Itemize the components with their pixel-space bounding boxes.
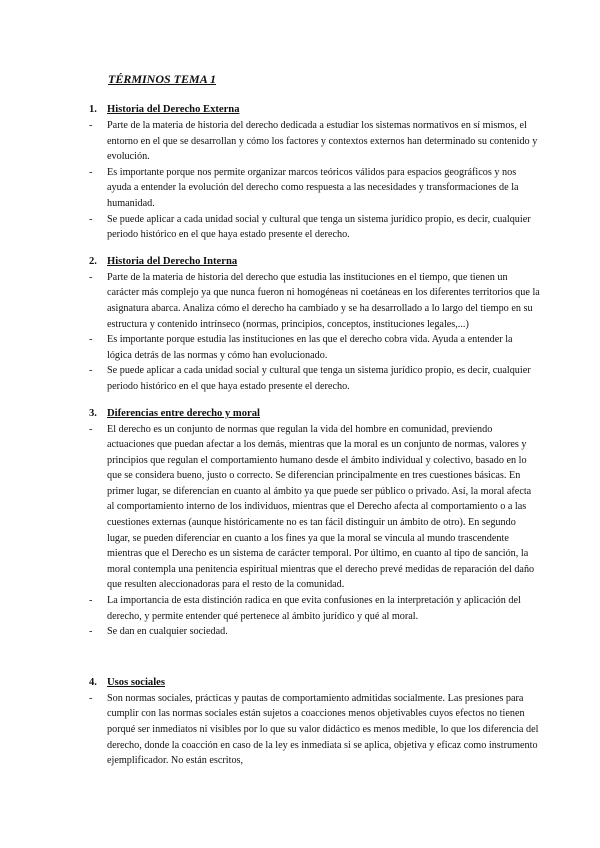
list-item [89, 270, 540, 332]
list-item [89, 624, 540, 640]
bullet-text: Es importante porque nos permite organizar marcos teóricos válidos para espacios geográficos y nos ayuda a entender la evolución del derecho como respuesta a las necesidades y transformaciones de la humanidad. [107, 166, 519, 209]
bullet-list [89, 691, 540, 769]
section-number: 1. [89, 104, 97, 115]
bullet-text: Es importante porque estudia las instituciones en las que el derecho cobra vida. Ayuda a entender la lógica detrás de las normas y cómo han evolucionado. [107, 334, 513, 361]
bullet-marker: - [89, 692, 93, 704]
bullet-marker: - [89, 595, 93, 607]
section-heading [89, 676, 540, 690]
bullet-marker: - [89, 423, 93, 435]
section-title: Usos sociales [107, 676, 165, 688]
section-3 [89, 407, 540, 640]
bullet-text: Parte de la materia de historia del derecho que estudia las instituciones en el tiempo, que tienen un carácter más complejo ya que nunca fueron ni homogéneas ni coetáneas en los diferentes territorios que la asignatura abarca. Analiza cómo el derecho ha cambiado y se ha desarrollado a lo largo del tiempo en su estructura y contenido intrínseco (normas, principios, conceptos, instituciones legales,...) [107, 271, 540, 330]
bullet-marker: - [89, 271, 93, 283]
bullet-marker: - [89, 166, 93, 178]
list-item [89, 593, 540, 624]
bullet-marker: - [89, 626, 93, 638]
section-title: Historia del Derecho Interna [107, 255, 238, 267]
list-item [89, 165, 540, 212]
section-heading [89, 103, 540, 117]
section-number: 4. [89, 676, 97, 688]
bullet-text: La importancia de esta distinción radica en que evita confusiones en la interpretación y aplicación del derecho, y permite entender qué pertenece al ámbito jurídico y qué al moral. [107, 595, 521, 622]
bullet-text: Se dan en cualquier sociedad. [107, 626, 228, 638]
list-item [89, 118, 540, 165]
bullet-list [89, 422, 540, 640]
bullet-marker: - [89, 334, 93, 346]
bullet-text: Parte de la materia de historia del derecho dedicada a estudiar los sistemas normativos en sí mismos, el entorno en el que se desarrollan y cómo los factores y contextos externos han determinado su contenido y evolución. [107, 120, 538, 163]
bullet-text: Son normas sociales, prácticas y pautas de comportamiento admitidas socialmente. Las presiones para cumplir con las normas sociales están sujetos a coacciones menos objetivables cuyos efectos no tienen porqué ser inmediatos ni visibles por lo que su valor didáctico es menos medible, lo que los diferencia del derecho, donde la coacción en caso de la ley es inmediata si se aplica, objetiva y eficaz como instrumento ejemplificador. No están escritos, [107, 692, 539, 767]
bullet-list [89, 118, 540, 243]
bullet-marker: - [89, 365, 93, 377]
list-item [89, 691, 540, 769]
section-title: Diferencias entre derecho y moral [107, 407, 260, 419]
section-title: Historia del Derecho Externa [107, 104, 240, 115]
section-2 [89, 255, 540, 395]
section-number: 3. [89, 407, 97, 419]
bullet-text: Se puede aplicar a cada unidad social y cultural que tenga un sistema jurídico propio, es decir, cualquier periodo histórico en el que haya estado presente el derecho. [107, 213, 531, 241]
section-1 [89, 103, 540, 243]
list-item [89, 363, 540, 394]
section-heading [89, 407, 540, 421]
bullet-text: El derecho es un conjunto de normas que regulan la vida del hombre en comunidad, previendo actuaciones que puedan afectar a los demás, mientras que la moral es un conjunto de normas, valores y principios que regulan el comportamiento humano desde el ámbito individual y colectivo, basado en lo que se considera bueno, justo o correcto. Se diferencian principalmente en tres cuestiones básicas. En primer lugar, se diferencian en cuanto al ámbito ya que puede ser público o privado. Así, la moral afecta al comportamiento interno de los individuos, mientras que el Derecho afecta al comportamiento o a las cuestiones externas (aunque históricamente no es tan fácil distinguir un ámbito de otro). En segundo lugar, se pueden diferenciar en cuanto a los fines ya que la moral se vincula al mundo trascendente mientras que el Derecho es un sistema de carácter temporal. Por último, en cuanto al tipo de sanción, la moral contempla una penitencia espiritual mientras que el derecho prevé medidas de reparación del daño que resulten aleccionadoras para el resto de la comunidad. [107, 423, 535, 591]
section-heading [89, 255, 540, 269]
bullet-list [89, 270, 540, 395]
bullet-text: Se puede aplicar a cada unidad social y cultural que tenga un sistema jurídico propio, es decir, cualquier periodo histórico en el que haya estado presente el derecho. [107, 365, 531, 392]
section-number: 2. [89, 255, 97, 267]
bullet-marker: - [89, 120, 93, 131]
section-4 [89, 676, 540, 769]
bullet-marker: - [89, 213, 93, 225]
list-item [89, 212, 540, 243]
list-item [89, 422, 540, 594]
list-item [89, 332, 540, 363]
document-title: TÉRMINOS TEMA 1 [108, 72, 217, 86]
